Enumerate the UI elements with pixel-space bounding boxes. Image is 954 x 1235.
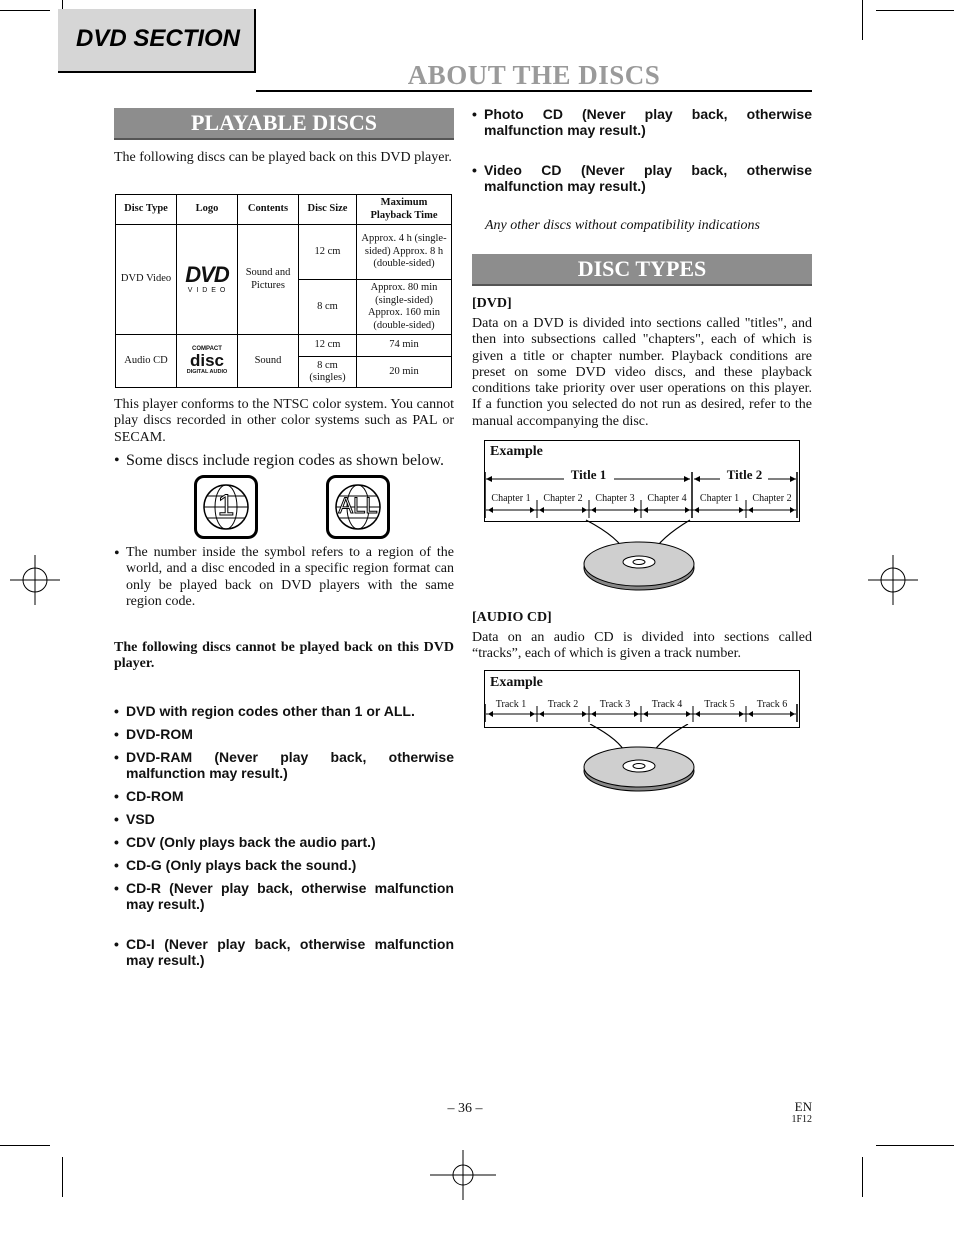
compact-disc-logo (177, 335, 238, 388)
cd-disc-icon (580, 724, 700, 794)
dvd-description: Data on a DVD is divided into sections called "titles", and then into subsections called "chapters", each of which is given a title or chapter number. Playback conditions are preset on some DVD video discs, and these playback conditions take priority over user operations on this player. If a function you selected do not run as desired, refer to the manual accompanying the disc. (472, 316, 812, 429)
crop-mark (62, 1157, 63, 1197)
track-label: Track 4 (651, 699, 683, 710)
crop-mark (0, 1145, 50, 1146)
title-label: Title 2 (726, 467, 763, 482)
track-label: Track 3 (599, 699, 631, 710)
list-item: • CD-R (Never play back, otherwise malfunction may result.) (114, 880, 454, 912)
list-item: • DVD-RAM (Never play back, otherwise malfunction may result.) (114, 749, 454, 781)
ntsc-text: This player conforms to the NTSC color system. You cannot play discs recorded in other color systems such as PAL or SECAM. (114, 397, 454, 445)
title-label: Title 1 (570, 467, 607, 482)
track-diagram (484, 700, 799, 725)
list-item: • VSD (114, 811, 155, 827)
disc-type-cd: Audio CD (116, 335, 177, 388)
list-item: • CD-I (Never play back, otherwise malfunction may result.) (114, 936, 454, 968)
table-header: Maximum Playback Time (357, 195, 452, 225)
example-label: Example (490, 444, 543, 459)
chapter-label: Chapter 1 (699, 493, 740, 504)
playable-intro: The following discs can be played back on this DVD player. (114, 150, 452, 165)
track-label: Track 6 (756, 699, 788, 710)
crop-mark (876, 1145, 954, 1146)
list-item: • DVD with region codes other than 1 or ALL. (114, 703, 415, 719)
page-number: – 36 – (447, 1101, 483, 1116)
dvd-subheading: [DVD] (472, 296, 512, 311)
disc-size: 12 cm (299, 225, 357, 280)
region-code-symbol (194, 475, 258, 539)
region-code-label: 1 (217, 489, 235, 522)
track-label: Track 1 (495, 699, 527, 710)
page-title: ABOUT THE DISCS (407, 60, 661, 90)
contents-cd: Sound (238, 335, 299, 388)
model-code: 1F12 (791, 1114, 812, 1125)
table-header: Logo (177, 195, 238, 225)
cd-logo-sub: DIGITAL AUDIO (186, 369, 228, 375)
example-label: Example (490, 675, 543, 690)
dvd-logo-text: DVD (185, 262, 229, 287)
playback-time: Approx. 4 h (single-sided) Approx. 8 h (double-sided) (357, 225, 452, 280)
registration-mark-left (10, 555, 60, 605)
crop-mark (876, 10, 954, 11)
cannot-play-heading: The following discs cannot be played back on this DVD player. (114, 640, 454, 672)
audio-cd-subheading: [AUDIO CD] (472, 610, 552, 625)
disc-types-heading: DISC TYPES (472, 254, 812, 286)
crop-mark (862, 1157, 863, 1197)
list-item: • DVD-ROM (114, 726, 193, 742)
section-tab (58, 9, 256, 73)
region-code-symbol (326, 475, 390, 539)
table-header: Contents (238, 195, 299, 225)
crop-mark (0, 10, 50, 11)
section-tab-label: DVD SECTION (76, 25, 241, 52)
contents-dvd: Sound and Pictures (238, 225, 299, 335)
other-discs-note: Any other discs without compatibility indications (485, 218, 760, 233)
disc-size: 8 cm (singles) (299, 357, 357, 388)
region-bullet: • Some discs include region codes as shown below. (114, 452, 445, 469)
list-item: • Photo CD (Never play back, otherwise malfunction may result.) (472, 106, 812, 138)
title-rule (256, 90, 812, 92)
dvd-logo-sub: V I D E O (187, 287, 227, 294)
chapter-label: Chapter 3 (595, 493, 635, 504)
playable-discs-heading: PLAYABLE DISCS (114, 108, 454, 140)
language-code: EN (794, 1099, 812, 1114)
list-item: • Video CD (Never play back, otherwise malfunction may result.) (472, 162, 812, 194)
disc-size: 8 cm (299, 280, 357, 335)
cd-logo-top: COMPACT (192, 346, 222, 352)
chapter-label: Chapter 2 (543, 493, 583, 504)
dvd-disc-icon (580, 518, 700, 592)
list-item: • CD-G (Only plays back the sound.) (114, 857, 357, 873)
list-item: • CDV (Only plays back the audio part.) (114, 834, 376, 850)
list-item: • CD-ROM (114, 788, 184, 804)
chapter-label: Chapter 4 (647, 493, 687, 504)
disc-type-dvd: DVD Video (116, 225, 177, 335)
disc-table (115, 194, 452, 388)
region-explain-bullet: • The number inside the symbol refers to a region of the world, and a disc encoded in a specific region format can only be played back on DVD players with the same region code. (114, 545, 454, 609)
registration-mark-right (868, 555, 918, 605)
chapter-label: Chapter 2 (752, 493, 792, 504)
table-header: Disc Type (116, 195, 177, 225)
playback-time: Approx. 80 min (single-sided) Approx. 160 min (double-sided) (357, 280, 452, 335)
playback-time: 74 min (357, 335, 452, 357)
disc-size: 12 cm (299, 335, 357, 357)
audio-cd-description: Data on an audio CD is divided into sections called “tracks”, each of which is given a track number. (472, 630, 812, 662)
playback-time: 20 min (357, 357, 452, 388)
track-label: Track 5 (704, 699, 735, 710)
table-header: Disc Size (299, 195, 357, 225)
cd-logo-text: disc (189, 351, 225, 370)
registration-mark-bottom (430, 1150, 496, 1200)
chapter-label: Chapter 1 (491, 493, 531, 504)
crop-mark (862, 0, 863, 40)
region-code-label: ALL (338, 493, 378, 518)
track-label: Track 2 (547, 699, 579, 710)
dvd-video-logo (177, 225, 238, 335)
